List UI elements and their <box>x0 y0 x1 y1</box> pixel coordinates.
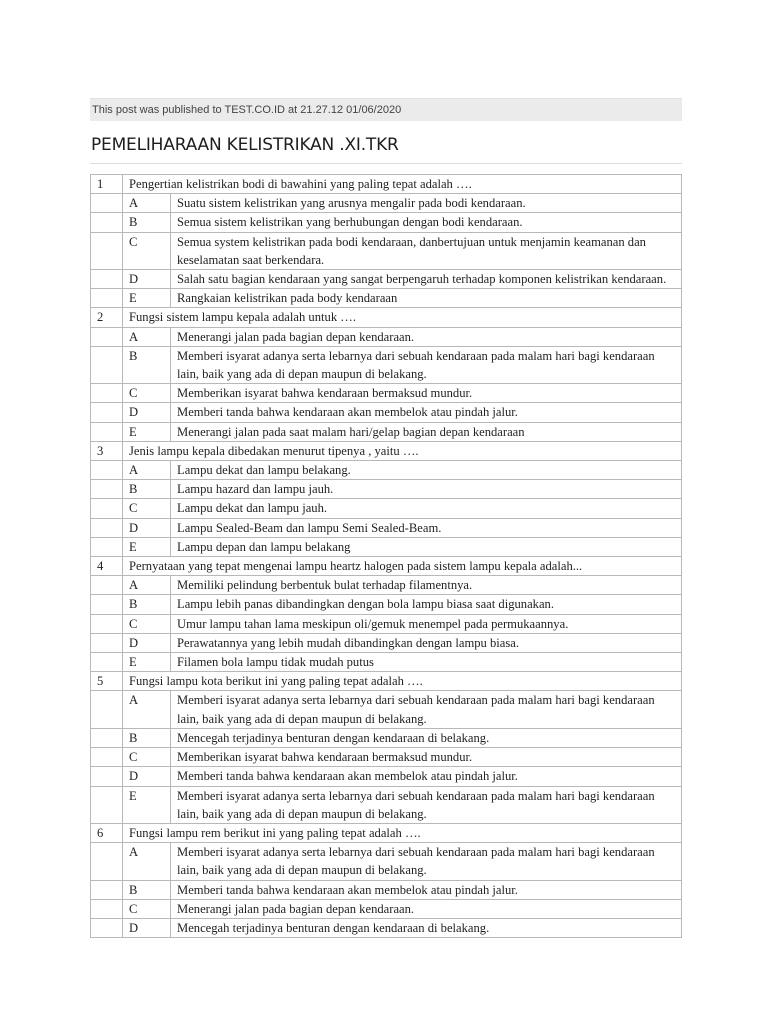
empty-cell <box>91 232 123 269</box>
option-letter: D <box>123 767 171 786</box>
option-letter: D <box>123 518 171 537</box>
option-row <box>91 194 682 213</box>
option-text: Lampu lebih panas dibandingkan dengan bola lampu biasa saat digunakan. <box>171 595 682 614</box>
option-text: Memberi tanda bahwa kendaraan akan membelok atau pindah jalur. <box>171 403 682 422</box>
option-row <box>91 289 682 308</box>
empty-cell <box>91 880 123 899</box>
empty-cell <box>91 270 123 289</box>
page-title: PEMELIHARAAN KELISTRIKAN .XI.TKR <box>91 135 399 155</box>
option-row <box>91 576 682 595</box>
empty-cell <box>91 786 123 823</box>
question-number: 1 <box>91 175 123 194</box>
question-text: Fungsi sistem lampu kepala adalah untuk …. <box>123 308 682 327</box>
option-letter: D <box>123 270 171 289</box>
empty-cell <box>91 691 123 728</box>
question-row <box>91 308 682 327</box>
option-row <box>91 691 682 728</box>
empty-cell <box>91 327 123 346</box>
option-text: Suatu sistem kelistrikan yang arusnya mengalir pada bodi kendaraan. <box>171 194 682 213</box>
option-row <box>91 327 682 346</box>
option-letter: D <box>123 633 171 652</box>
publish-notice: This post was published to TEST.CO.ID at 21.27.12 01/06/2020 <box>90 98 682 121</box>
option-letter: C <box>123 232 171 269</box>
question-row <box>91 557 682 576</box>
option-text: Lampu dekat dan lampu jauh. <box>171 499 682 518</box>
empty-cell <box>91 595 123 614</box>
option-letter: A <box>123 843 171 880</box>
option-text: Memberi tanda bahwa kendaraan akan membelok atau pindah jalur. <box>171 880 682 899</box>
option-row <box>91 232 682 269</box>
empty-cell <box>91 194 123 213</box>
question-text: Pernyataan yang tepat mengenai lampu heartz halogen pada sistem lampu kepala adalah... <box>123 557 682 576</box>
option-letter: B <box>123 213 171 232</box>
option-text: Filamen bola lampu tidak mudah putus <box>171 653 682 672</box>
option-text: Lampu dekat dan lampu belakang. <box>171 461 682 480</box>
option-letter: D <box>123 918 171 937</box>
question-text: Pengertian kelistrikan bodi di bawahini yang paling tepat adalah …. <box>123 175 682 194</box>
option-letter: B <box>123 480 171 499</box>
document-page <box>90 98 682 938</box>
option-row <box>91 480 682 499</box>
option-text: Rangkaian kelistrikan pada body kendaraan <box>171 289 682 308</box>
quiz-table <box>90 174 682 938</box>
option-text: Salah satu bagian kendaraan yang sangat berpengaruh terhadap komponen kelistrikan kendaraan. <box>171 270 682 289</box>
option-row <box>91 270 682 289</box>
option-text: Perawatannya yang lebih mudah dibandingkan dengan lampu biasa. <box>171 633 682 652</box>
option-row <box>91 614 682 633</box>
empty-cell <box>91 499 123 518</box>
quiz-table-body <box>91 175 682 938</box>
empty-cell <box>91 633 123 652</box>
question-row <box>91 441 682 460</box>
option-row <box>91 843 682 880</box>
option-row <box>91 748 682 767</box>
empty-cell <box>91 422 123 441</box>
option-text: Memberi isyarat adanya serta lebarnya dari sebuah kendaraan pada malam hari bagi kendaraan lain, baik yang ada di depan maupun di belakang. <box>171 786 682 823</box>
option-letter: B <box>123 595 171 614</box>
option-text: Lampu Sealed-Beam dan lampu Semi Sealed-Beam. <box>171 518 682 537</box>
option-letter: D <box>123 403 171 422</box>
option-text: Menerangi jalan pada bagian depan kendaraan. <box>171 327 682 346</box>
option-text: Mencegah terjadinya benturan dengan kendaraan di belakang. <box>171 728 682 747</box>
question-number: 6 <box>91 823 123 842</box>
option-letter: C <box>123 499 171 518</box>
option-letter: E <box>123 537 171 556</box>
option-text: Memberikan isyarat bahwa kendaraan bermaksud mundur. <box>171 384 682 403</box>
empty-cell <box>91 748 123 767</box>
empty-cell <box>91 728 123 747</box>
option-text: Memberi isyarat adanya serta lebarnya dari sebuah kendaraan pada malam hari bagi kendaraan lain, baik yang ada di depan maupun di belakang. <box>171 691 682 728</box>
empty-cell <box>91 213 123 232</box>
option-text: Mencegah terjadinya benturan dengan kendaraan di belakang. <box>171 918 682 937</box>
option-letter: B <box>123 346 171 383</box>
option-letter: A <box>123 691 171 728</box>
option-row <box>91 880 682 899</box>
option-row <box>91 595 682 614</box>
option-letter: B <box>123 728 171 747</box>
empty-cell <box>91 899 123 918</box>
option-row <box>91 346 682 383</box>
option-text: Umur lampu tahan lama meskipun oli/gemuk menempel pada permukaannya. <box>171 614 682 633</box>
question-number: 3 <box>91 441 123 460</box>
empty-cell <box>91 384 123 403</box>
empty-cell <box>91 346 123 383</box>
option-row <box>91 422 682 441</box>
option-row <box>91 461 682 480</box>
question-row <box>91 672 682 691</box>
empty-cell <box>91 537 123 556</box>
empty-cell <box>91 843 123 880</box>
option-letter: A <box>123 576 171 595</box>
question-row <box>91 823 682 842</box>
option-letter: C <box>123 384 171 403</box>
question-text: Fungsi lampu kota berikut ini yang paling tepat adalah …. <box>123 672 682 691</box>
option-row <box>91 786 682 823</box>
option-letter: C <box>123 748 171 767</box>
option-row <box>91 653 682 672</box>
empty-cell <box>91 461 123 480</box>
option-text: Lampu depan dan lampu belakang <box>171 537 682 556</box>
empty-cell <box>91 576 123 595</box>
option-letter: A <box>123 194 171 213</box>
option-text: Memberi isyarat adanya serta lebarnya dari sebuah kendaraan pada malam hari bagi kendaraan lain, baik yang ada di depan maupun di belakang. <box>171 346 682 383</box>
option-text: Semua system kelistrikan pada bodi kendaraan, danbertujuan untuk menjamin keamanan dan keselamatan saat berkendara. <box>171 232 682 269</box>
option-row <box>91 918 682 937</box>
option-text: Lampu hazard dan lampu jauh. <box>171 480 682 499</box>
question-text: Fungsi lampu rem berikut ini yang paling tepat adalah …. <box>123 823 682 842</box>
empty-cell <box>91 653 123 672</box>
option-letter: E <box>123 289 171 308</box>
question-text: Jenis lampu kepala dibedakan menurut tipenya , yaitu …. <box>123 441 682 460</box>
option-letter: B <box>123 880 171 899</box>
empty-cell <box>91 767 123 786</box>
option-row <box>91 213 682 232</box>
option-letter: A <box>123 327 171 346</box>
option-text: Menerangi jalan pada bagian depan kendaraan. <box>171 899 682 918</box>
option-letter: E <box>123 786 171 823</box>
option-row <box>91 499 682 518</box>
empty-cell <box>91 289 123 308</box>
option-row <box>91 518 682 537</box>
question-row <box>91 175 682 194</box>
question-number: 4 <box>91 557 123 576</box>
option-row <box>91 899 682 918</box>
option-letter: A <box>123 461 171 480</box>
option-text: Memberikan isyarat bahwa kendaraan bermaksud mundur. <box>171 748 682 767</box>
option-row <box>91 403 682 422</box>
option-row <box>91 767 682 786</box>
option-letter: C <box>123 899 171 918</box>
option-letter: E <box>123 422 171 441</box>
option-text: Menerangi jalan pada saat malam hari/gelap bagian depan kendaraan <box>171 422 682 441</box>
question-number: 5 <box>91 672 123 691</box>
option-text: Semua sistem kelistrikan yang berhubungan dengan bodi kendaraan. <box>171 213 682 232</box>
option-row <box>91 728 682 747</box>
title-divider <box>90 163 682 164</box>
question-number: 2 <box>91 308 123 327</box>
empty-cell <box>91 614 123 633</box>
option-letter: C <box>123 614 171 633</box>
option-text: Memberi tanda bahwa kendaraan akan membelok atau pindah jalur. <box>171 767 682 786</box>
empty-cell <box>91 480 123 499</box>
empty-cell <box>91 518 123 537</box>
option-text: Memberi isyarat adanya serta lebarnya dari sebuah kendaraan pada malam hari bagi kendaraan lain, baik yang ada di depan maupun di belakang. <box>171 843 682 880</box>
option-text: Memiliki pelindung berbentuk bulat terhadap filamentnya. <box>171 576 682 595</box>
option-row <box>91 537 682 556</box>
option-row <box>91 384 682 403</box>
empty-cell <box>91 403 123 422</box>
empty-cell <box>91 918 123 937</box>
option-row <box>91 633 682 652</box>
option-letter: E <box>123 653 171 672</box>
